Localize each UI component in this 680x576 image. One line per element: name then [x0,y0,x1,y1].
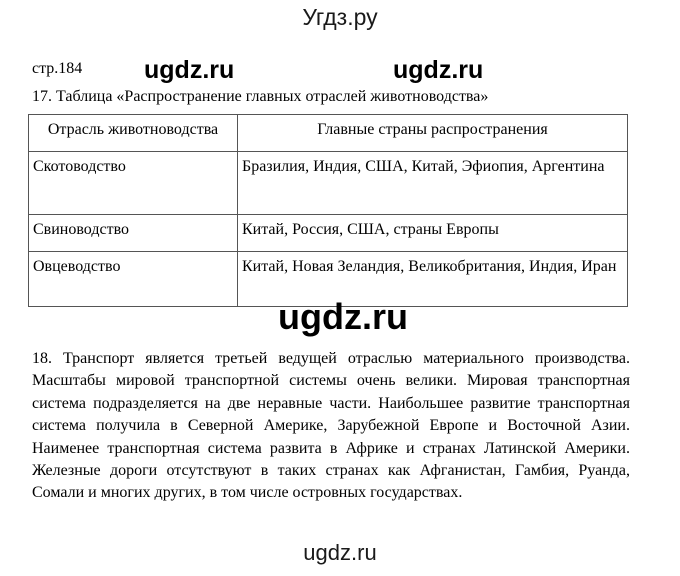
table-cell-branch: Скотоводство [29,152,238,215]
table-cell-countries: Бразилия, Индия, США, Китай, Эфиопия, Аргентина [238,152,628,215]
table-cell-branch: Свиноводство [29,215,238,252]
table-row [29,215,628,252]
watermark: ugdz.ru [144,56,235,84]
task-17-title: 17. Таблица «Распространение главных отраслей животноводства» [32,88,489,105]
livestock-table [28,114,628,307]
column-header: Отрасль животноводства [29,115,238,152]
watermark: ugdz.ru [393,56,484,84]
table-cell-countries: Китай, Новая Зеландия, Великобритания, Индия, Иран [238,252,628,307]
site-title: Угдз.ру [302,4,378,30]
page-reference: стр.184 [32,60,83,77]
table-cell-countries: Китай, Россия, США, страны Европы [238,215,628,252]
column-header: Главные страны распространения [238,115,628,152]
table-row [29,152,628,215]
watermark: ugdz.ru [278,296,408,337]
table-header-row [29,115,628,152]
watermark: ugdz.ru [303,540,377,565]
task-18-text: 18. Транспорт является третьей ведущей отраслью материального производства. Масштабы мировой транспортной системы очень велики. Мировая транспортная система подразделяется на две неравные части. Наибольшее развитие транспортная система получила в Северной Америке, Зарубежной Европе и Восточной Азии. Наименее транспортная система развита в Африке и странах Латинской Америки. Железные дороги отсутствуют в таких странах как Афганистан, Гамбия, Руанда, Сомали и многих других, в том числе островных государствах. [32,350,630,502]
table-cell-branch: Овцеводство [29,252,238,307]
